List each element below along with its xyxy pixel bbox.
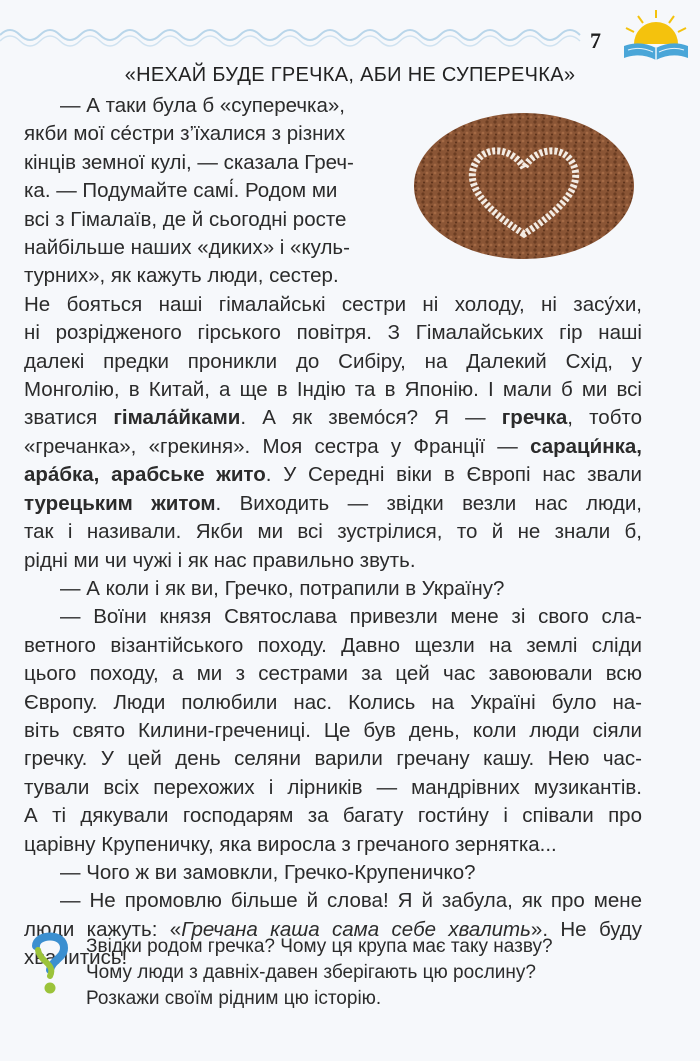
paragraph-2: — А коли і як ви, Гречко, потрапили в Україну? <box>60 576 505 600</box>
question-line: Розкажи своїм рідним цю історію. <box>86 988 382 1009</box>
review-questions <box>86 934 646 1012</box>
paragraph-4: — Чого ж ви замовкли, Гречко-Крупеничко? <box>60 860 476 884</box>
text-line: ветного візантійського походу. Давно щезли на землі сліди <box>24 633 642 657</box>
sun-book-icon <box>620 8 692 64</box>
text-line: цього походу, а ми з сестрами за цей час завоювали всю <box>24 662 642 686</box>
story-text <box>24 92 642 973</box>
text-span: . Виходить — звідки везли нас люди, <box>215 491 642 515</box>
text-line: далекі предки проникли до Сибіру, на Далекий Схід, у <box>24 349 642 373</box>
page-number: 7 <box>590 28 601 53</box>
bold-term: ара́бка, арабське жито <box>24 463 266 487</box>
text-span: , тобто <box>567 406 642 430</box>
text-line: так і називали. Якби ми всі зустрілися, то й не знали б, <box>24 520 642 544</box>
text-line: А ті дякували господарям за багату гости́ну і співали про <box>24 804 642 828</box>
text-line: найбільше наших «диких» і «куль- <box>24 236 350 260</box>
text-line: — Воїни князя Святослава привезли мене зі свого сла- <box>60 605 642 629</box>
question-mark-icon <box>28 928 72 998</box>
text-span: . У Середні віки в Європі нас звали <box>265 463 642 487</box>
text-line: віть свято Килини-гречениці. Це був день, коли люди сіяли <box>24 718 642 742</box>
text-line <box>24 490 642 518</box>
text-line: всі з Гімалаїв, де й сьогодні росте <box>24 207 347 231</box>
text-span: . А як звемо́ся? Я — <box>240 406 502 430</box>
text-line: Європу. Люди полюбили нас. Колись на Україні було на- <box>24 690 642 714</box>
text-line <box>24 461 642 489</box>
text-line: рідні ми чи чужі і як нас правильно звуть. <box>24 548 416 572</box>
text-line: ні розрідженого гірського повітря. З Гімалайських гір наші <box>24 321 642 345</box>
text-span: ». Не буду <box>530 917 643 941</box>
paragraph-3 <box>24 603 642 859</box>
text-line: Монголію, в Китай, а ще в Індію та в Японію. І мали б ми всі <box>24 378 642 402</box>
story-title: «НЕХАЙ БУДЕ ГРЕЧКА, АБИ НЕ СУПЕРЕЧКА» <box>124 64 576 86</box>
bold-term: гречка <box>501 406 568 430</box>
text-line: якби мої се́стри з’їхалися з різних <box>24 122 346 146</box>
bold-term: турецьким житом <box>24 491 216 515</box>
paragraph-1 <box>24 92 642 575</box>
text-line: гречку. У цей день селяни варили гречану кашу. Нею час- <box>24 747 642 771</box>
wave-decoration <box>0 20 600 50</box>
bold-term: сараци́нка, <box>530 434 642 458</box>
question-line: Чому люди з давніх-давен зберігають цю рослину? <box>86 962 536 983</box>
text-span: зватися <box>24 406 114 430</box>
text-line: — Не промовлю більше й слова! Я й забула, як про мене <box>60 889 642 913</box>
text-line: кінців земної кулі, — сказала Греч- <box>24 150 354 174</box>
text-line: Не бояться наші гімалайські сестри ні холоду, ні засу́хи, <box>24 292 642 316</box>
text-line <box>24 433 642 461</box>
question-line: Звідки родом гречка? Чому ця крупа має таку назву? <box>86 936 553 957</box>
text-line: турних», як кажуть люди, сестер. <box>24 264 339 288</box>
proverb: Гречана каша сама себе хвалить <box>181 917 531 941</box>
text-line: хвалитись! <box>24 946 128 970</box>
text-span: люди кажуть: « <box>24 917 182 941</box>
text-line: — А таки була б «суперечка», <box>60 94 345 117</box>
text-line <box>24 404 642 432</box>
text-line: царівну Крупеничку, яка виросла з гречаного зернятка... <box>24 832 557 856</box>
text-line: тували всіх перехожих і лірників — мандрівних музикантів. <box>24 775 642 799</box>
text-line: ка. — Подумайте самі́. Родом ми <box>24 179 338 203</box>
text-span: «гречанка», «грекиня». Моя сестра у Франції — <box>24 434 531 458</box>
bold-term: гімала́йками <box>113 406 241 430</box>
